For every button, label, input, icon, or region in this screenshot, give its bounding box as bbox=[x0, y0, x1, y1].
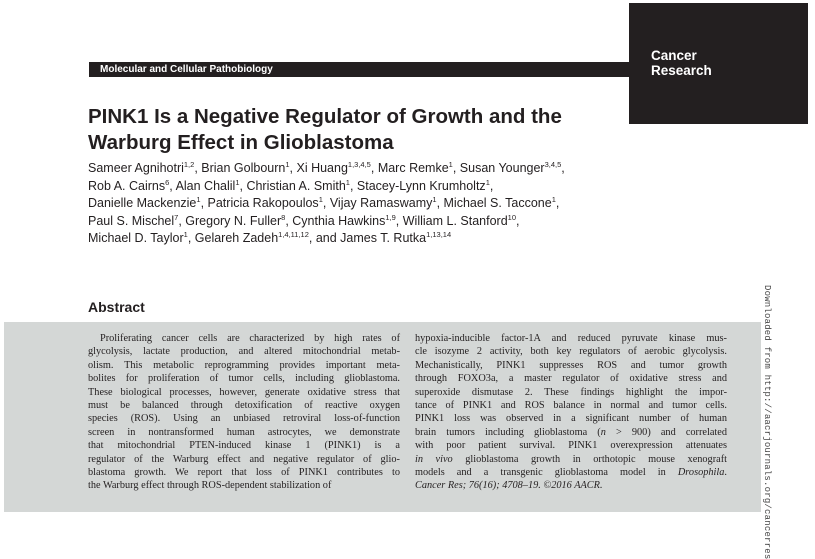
article-title bbox=[88, 104, 628, 156]
author-name: Michael D. Taylor bbox=[88, 231, 184, 245]
abstract-line: cle isozyme 2 activity, both key regulators of aerobic glycolysis. bbox=[415, 346, 727, 358]
title-line-1: PINK1 Is a Negative Regulator of Growth and the bbox=[88, 105, 562, 128]
author-line bbox=[88, 213, 668, 231]
author-separator: , bbox=[187, 231, 195, 245]
author-affiliation: 1 bbox=[485, 177, 490, 187]
author-line bbox=[88, 230, 668, 248]
author-name: Patricia Rakopoulos bbox=[207, 196, 319, 210]
author-affiliation: 1,3,4,5 bbox=[347, 160, 371, 169]
abstract-line: through FOXO3a, a master regulator of oxidative stress and bbox=[415, 373, 727, 385]
author-affiliation: 8 bbox=[281, 212, 286, 222]
author-affiliation: 1,9 bbox=[385, 212, 396, 222]
abstract-line: regulator of the Warburg effect and negative regulator of glio- bbox=[88, 453, 400, 465]
author-name: Danielle Mackenzie bbox=[88, 196, 197, 210]
author-name: Gelareh Zadeh bbox=[194, 231, 279, 245]
title-line-2: Warburg Effect in Glioblastoma bbox=[88, 131, 394, 154]
author-affiliation: 1 bbox=[551, 195, 556, 204]
section-label: Molecular and Cellular Pathobiology bbox=[100, 64, 273, 75]
author-name: William L. Stanford bbox=[402, 213, 508, 228]
abstract-line: the Warburg effect through ROS-dependent stabilization of bbox=[88, 480, 332, 492]
author-separator: , bbox=[555, 196, 560, 210]
author-separator: , bbox=[200, 196, 208, 210]
abstract-line: tance of PINK1 and ROS balance in normal and tumor cells. bbox=[415, 400, 727, 412]
author-affiliation: 1 bbox=[448, 160, 453, 169]
author-line bbox=[88, 160, 668, 178]
author-affiliation: 1 bbox=[183, 230, 188, 239]
abstract-line: bolites for proliferation of tumor cells, including glioblastoma. bbox=[88, 373, 400, 385]
abstract-line: screen in nontransformed human astrocytes, we demonstrate bbox=[88, 426, 400, 438]
author-affiliation: 1,4,11,12 bbox=[278, 230, 309, 239]
author-separator: , bbox=[516, 213, 520, 228]
author-affiliation: 1 bbox=[432, 195, 437, 204]
author-name: Alan Chalil bbox=[175, 178, 236, 193]
abstract-line: glycolysis, lactate production, and altered mitochondrial metab- bbox=[88, 346, 400, 358]
author-separator: , bbox=[436, 196, 444, 210]
author-name: Brian Golbourn bbox=[201, 161, 286, 175]
author-line bbox=[88, 178, 668, 196]
abstract-line: olism. This metabolic reprogramming provides important meta- bbox=[88, 359, 400, 371]
section-bar bbox=[89, 62, 629, 77]
author-affiliation: 1 bbox=[285, 160, 290, 169]
author-affiliation: 6 bbox=[165, 177, 170, 187]
author-affiliation: 1 bbox=[196, 195, 201, 204]
author-separator: , bbox=[285, 213, 293, 228]
author-name: Susan Younger bbox=[459, 161, 545, 175]
author-affiliation: 7 bbox=[174, 212, 179, 222]
author-affiliation: 1,2 bbox=[183, 160, 195, 169]
author-affiliation: 10 bbox=[507, 212, 516, 222]
author-separator: , bbox=[194, 161, 202, 175]
author-name: Marc Remke bbox=[377, 161, 449, 175]
author-separator: , bbox=[395, 213, 403, 228]
author-affiliation: 3,4,5 bbox=[544, 160, 562, 169]
abstract-line: in vivo glioblastoma growth in orthotopic mouse xenograft bbox=[415, 453, 727, 465]
author-name: Christian A. Smith bbox=[246, 178, 346, 193]
author-separator: , bbox=[169, 178, 176, 193]
abstract-line: species (ROS). Using an unbiased retroviral loss-of-function bbox=[88, 413, 400, 425]
author-name: Cynthia Hawkins bbox=[292, 213, 386, 228]
author-line bbox=[88, 195, 668, 213]
author-separator: , bbox=[178, 213, 186, 228]
author-separator: , bbox=[239, 178, 247, 193]
abstract-line: hypoxia-inducible factor-1A and reduced pyruvate kinase mus- bbox=[415, 333, 727, 344]
abstract-line: Cancer Res; 76(16); 4708–19. ©2016 AACR. bbox=[415, 480, 603, 492]
abstract-right-column bbox=[415, 332, 727, 493]
author-name: James T. Rutka bbox=[340, 231, 427, 245]
abstract-line: with poor patient survival. PINK1 overexpression attenuates bbox=[415, 440, 727, 452]
author-separator: , bbox=[452, 161, 460, 175]
author-affiliation: 1,13,14 bbox=[426, 230, 452, 239]
abstract-left-column bbox=[88, 332, 400, 493]
author-separator: , bbox=[322, 196, 330, 210]
author-affiliation: 1 bbox=[235, 177, 240, 187]
author-separator: , bbox=[349, 178, 357, 193]
abstract-line: models and a transgenic glioblastoma model in Drosophila. bbox=[415, 467, 727, 479]
abstract-line: must be balanced through detoxification of reactive oxygen bbox=[88, 400, 400, 412]
author-name: Sameer Agnihotri bbox=[88, 161, 184, 175]
abstract-line: that mitochondrial PTEN-induced kinase 1 (PINK1) is a bbox=[88, 440, 400, 452]
author-name: Vijay Ramaswamy bbox=[329, 196, 433, 210]
download-notice: Downloaded from http://aacrjournals.org/cancerres bbox=[762, 285, 772, 559]
abstract-line: brain tumors including glioblastoma (n > 900) and correlated bbox=[415, 426, 727, 438]
author-separator: , bbox=[561, 161, 565, 175]
journal-logo-block bbox=[629, 3, 808, 124]
abstract-line: blastoma growth. We report that loss of PINK1 contributes to bbox=[88, 467, 400, 479]
author-affiliation: 1 bbox=[345, 177, 350, 187]
author-name: Stacey-Lynn Krumholtz bbox=[356, 178, 486, 193]
author-name: Michael S. Taccone bbox=[443, 196, 552, 210]
abstract-line: Proliferating cancer cells are characterized by high rates of bbox=[100, 333, 400, 344]
author-separator: , bbox=[370, 161, 378, 175]
author-name: Rob A. Cairns bbox=[88, 178, 166, 193]
abstract-line: PINK1 loss was observed in a significant number of human bbox=[415, 413, 727, 425]
abstract-line: Mechanistically, PINK1 suppresses ROS and tumor growth bbox=[415, 359, 727, 371]
author-list bbox=[88, 160, 668, 248]
author-name: Xi Huang bbox=[296, 161, 348, 175]
author-name: Paul S. Mischel bbox=[88, 213, 175, 228]
author-name: Gregory N. Fuller bbox=[185, 213, 282, 228]
abstract-line: superoxide dismutase 2. These findings highlight the impor- bbox=[415, 386, 727, 398]
author-affiliation: 1 bbox=[318, 195, 323, 204]
abstract-heading: Abstract bbox=[88, 299, 145, 315]
author-separator: , and bbox=[308, 231, 341, 245]
abstract-line: These biological processes, however, generate oxidative stress that bbox=[88, 386, 400, 398]
journal-name: Cancer Research bbox=[651, 48, 712, 78]
author-separator: , bbox=[489, 178, 494, 193]
author-separator: , bbox=[289, 161, 297, 175]
